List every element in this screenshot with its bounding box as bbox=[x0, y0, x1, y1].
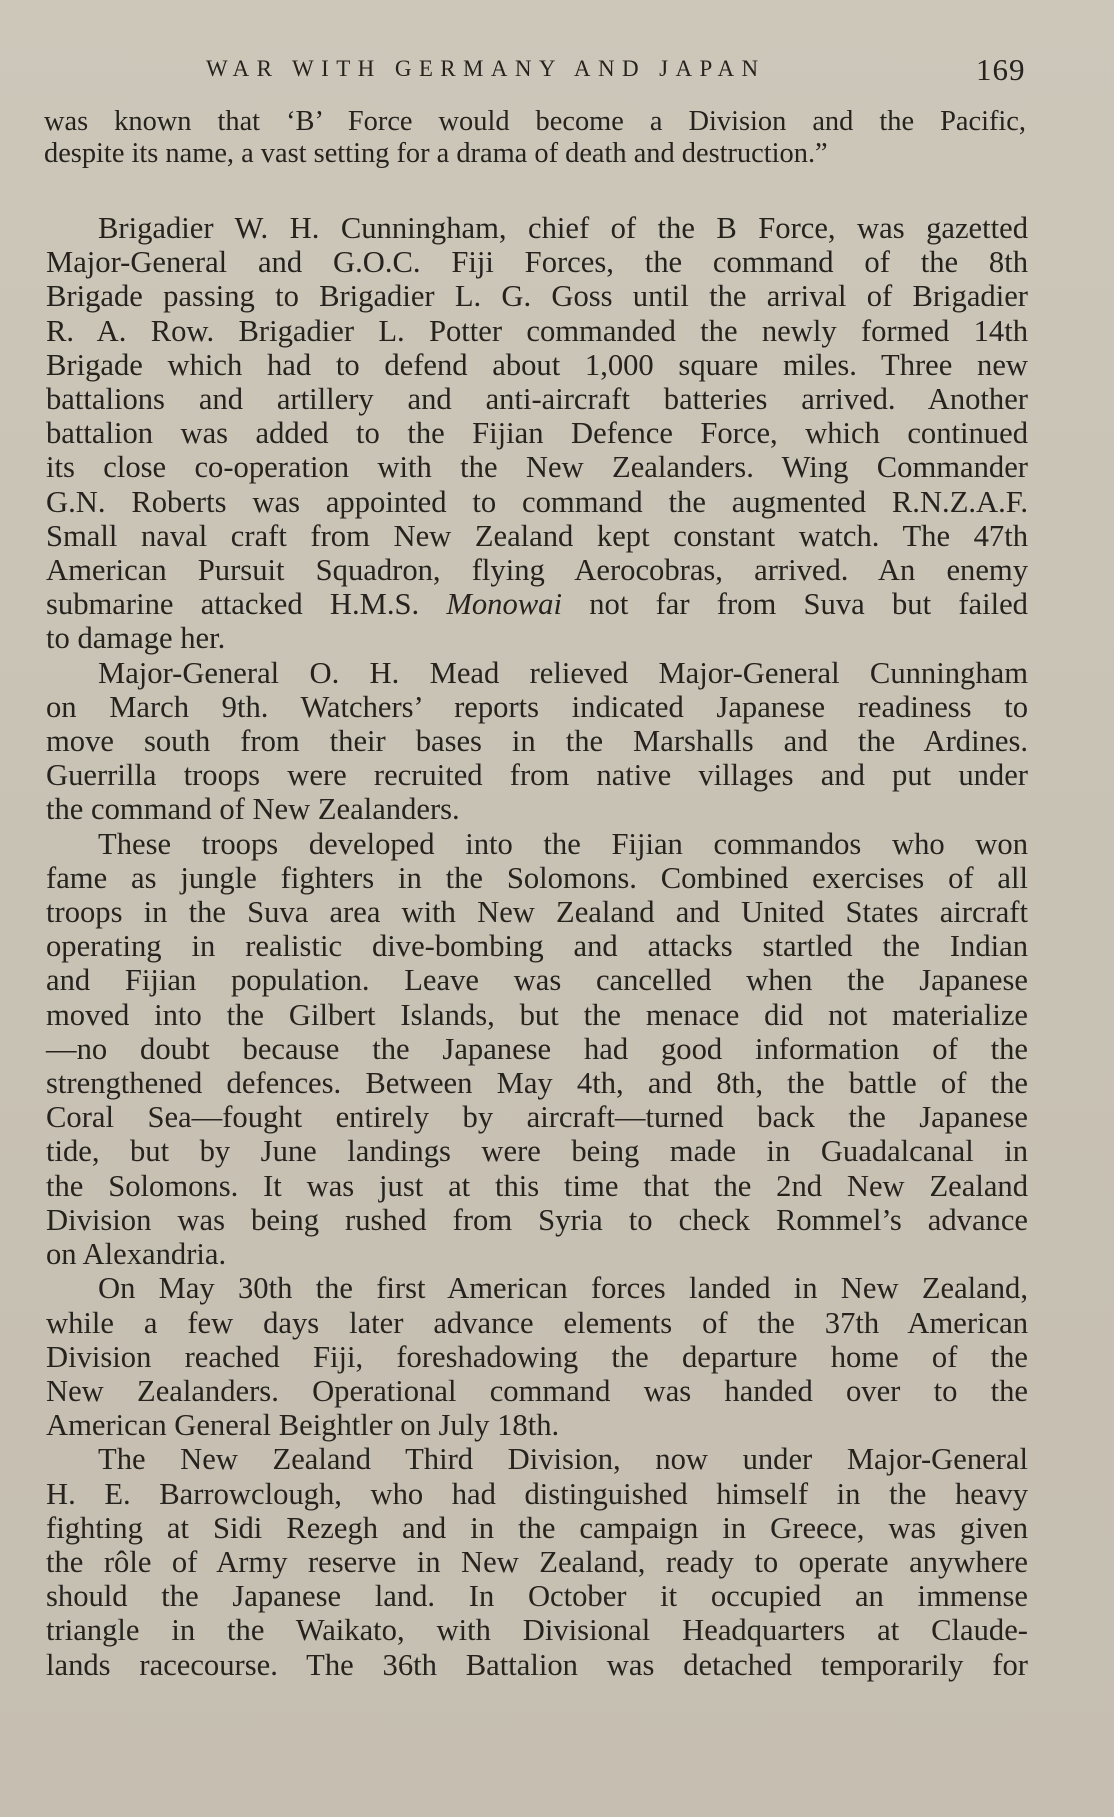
text-line: while a few days later advance elements of the 37th American bbox=[46, 1305, 1028, 1340]
text-line: on March 9th. Watchers’ reports indicated Japanese readiness to bbox=[46, 689, 1028, 724]
text-line: on Alexandria. bbox=[46, 1237, 227, 1272]
text-line: the rôle of Army reserve in New Zealand, ready to operate anywhere bbox=[46, 1544, 1028, 1579]
text-line: Brigade which had to defend about 1,000 square miles. Three new bbox=[46, 347, 1028, 382]
text-line: operating in realistic dive-bombing and attacks startled the Indian bbox=[46, 929, 1028, 964]
text-fragment: submarine attacked H.M.S. bbox=[46, 587, 447, 622]
paragraph-american-forces bbox=[46, 1271, 1028, 1442]
text-line: Major-General and G.O.C. Fiji Forces, the command of the 8th bbox=[46, 245, 1028, 280]
text-line: fame as jungle fighters in the Solomons. Combined exercises of all bbox=[46, 860, 1028, 895]
text-line: Coral Sea—fought entirely by aircraft—turned back the Japanese bbox=[46, 1100, 1028, 1135]
body-text bbox=[46, 211, 1028, 1682]
text-line: its close co-operation with the New Zealanders. Wing Commander bbox=[46, 450, 1028, 485]
text-line: fighting at Sidi Rezegh and in the campaign in Greece, was given bbox=[46, 1510, 1028, 1545]
text-line: H. E. Barrowclough, who had distinguished himself in the heavy bbox=[46, 1476, 1028, 1511]
text-line: battalions and artillery and anti-aircraft batteries arrived. Another bbox=[46, 382, 1028, 417]
text-line: lands racecourse. The 36th Battalion was detached temporarily for bbox=[46, 1647, 1028, 1682]
paragraph-third-division bbox=[46, 1442, 1028, 1681]
text-line: should the Japanese land. In October it occupied an immense bbox=[46, 1579, 1028, 1614]
ship-name-italic: Monowai bbox=[446, 587, 562, 622]
text-line: American General Beightler on July 18th. bbox=[46, 1408, 560, 1443]
text-line: the Solomons. It was just at this time that the 2nd New Zealand bbox=[46, 1168, 1028, 1203]
text-line: was known that ‘B’ Force would become a Division and the Pacific, bbox=[44, 106, 1026, 137]
text-line-monowai bbox=[46, 587, 1028, 621]
paragraph-commandos bbox=[46, 827, 1028, 1272]
text-line: Brigade passing to Brigadier L. G. Goss until the arrival of Brigadier bbox=[46, 279, 1028, 314]
text-line: battalion was added to the Fijian Defence Force, which continued bbox=[46, 416, 1028, 451]
text-line: despite its name, a vast setting for a drama of death and destruction.” bbox=[44, 138, 828, 169]
paragraph-cunningham bbox=[46, 211, 1028, 656]
text-line: Division reached Fiji, foreshadowing the departure home of the bbox=[46, 1339, 1028, 1374]
text-line: strengthened defences. Between May 4th, and 8th, the battle of the bbox=[46, 1066, 1028, 1101]
text-line: Major-General O. H. Mead relieved Major-General Cunningham bbox=[98, 655, 1028, 690]
running-title: WAR WITH GERMANY AND JAPAN bbox=[206, 56, 766, 81]
text-line: New Zealanders. Operational command was handed over to the bbox=[46, 1373, 1028, 1408]
text-line: R. A. Row. Brigadier L. Potter commanded the newly formed 14th bbox=[46, 313, 1028, 348]
text-line: These troops developed into the Fijian commandos who won bbox=[98, 826, 1028, 861]
text-line: Brigadier W. H. Cunningham, chief of the B Force, was gazetted bbox=[98, 211, 1028, 245]
text-line: G.N. Roberts was appointed to command the augmented R.N.Z.A.F. bbox=[46, 484, 1028, 519]
text-line: Division was being rushed from Syria to check Rommel’s advance bbox=[46, 1202, 1028, 1237]
text-line: tide, but by June landings were being made in Guadalcanal in bbox=[46, 1134, 1028, 1169]
page-number: 169 bbox=[976, 52, 1026, 87]
text-line: Small naval craft from New Zealand kept constant watch. The 47th bbox=[46, 518, 1028, 553]
text-line: Guerrilla troops were recruited from native villages and put under bbox=[46, 758, 1028, 793]
text-line: American Pursuit Squadron, flying Aerocobras, arrived. An enemy bbox=[46, 553, 1028, 588]
text-fragment: not far from Suva but failed bbox=[561, 587, 1028, 622]
text-line: The New Zealand Third Division, now under Major-General bbox=[98, 1442, 1028, 1477]
text-line: On May 30th the first American forces landed in New Zealand, bbox=[98, 1271, 1028, 1306]
text-line: move south from their bases in the Marshalls and the Ardines. bbox=[46, 724, 1028, 759]
text-line: moved into the Gilbert Islands, but the menace did not materialize bbox=[46, 997, 1028, 1032]
text-line: triangle in the Waikato, with Divisional Headquarters at Claude- bbox=[46, 1613, 1028, 1648]
text-line: —no doubt because the Japanese had good information of the bbox=[46, 1031, 1028, 1066]
intro-quote-ending bbox=[44, 106, 1026, 170]
text-line: the command of New Zealanders. bbox=[46, 792, 460, 827]
text-line: troops in the Suva area with New Zealand and United States aircraft bbox=[46, 895, 1028, 930]
text-line: to damage her. bbox=[46, 621, 226, 656]
paragraph-mead bbox=[46, 656, 1028, 827]
text-line: and Fijian population. Leave was cancelled when the Japanese bbox=[46, 963, 1028, 998]
